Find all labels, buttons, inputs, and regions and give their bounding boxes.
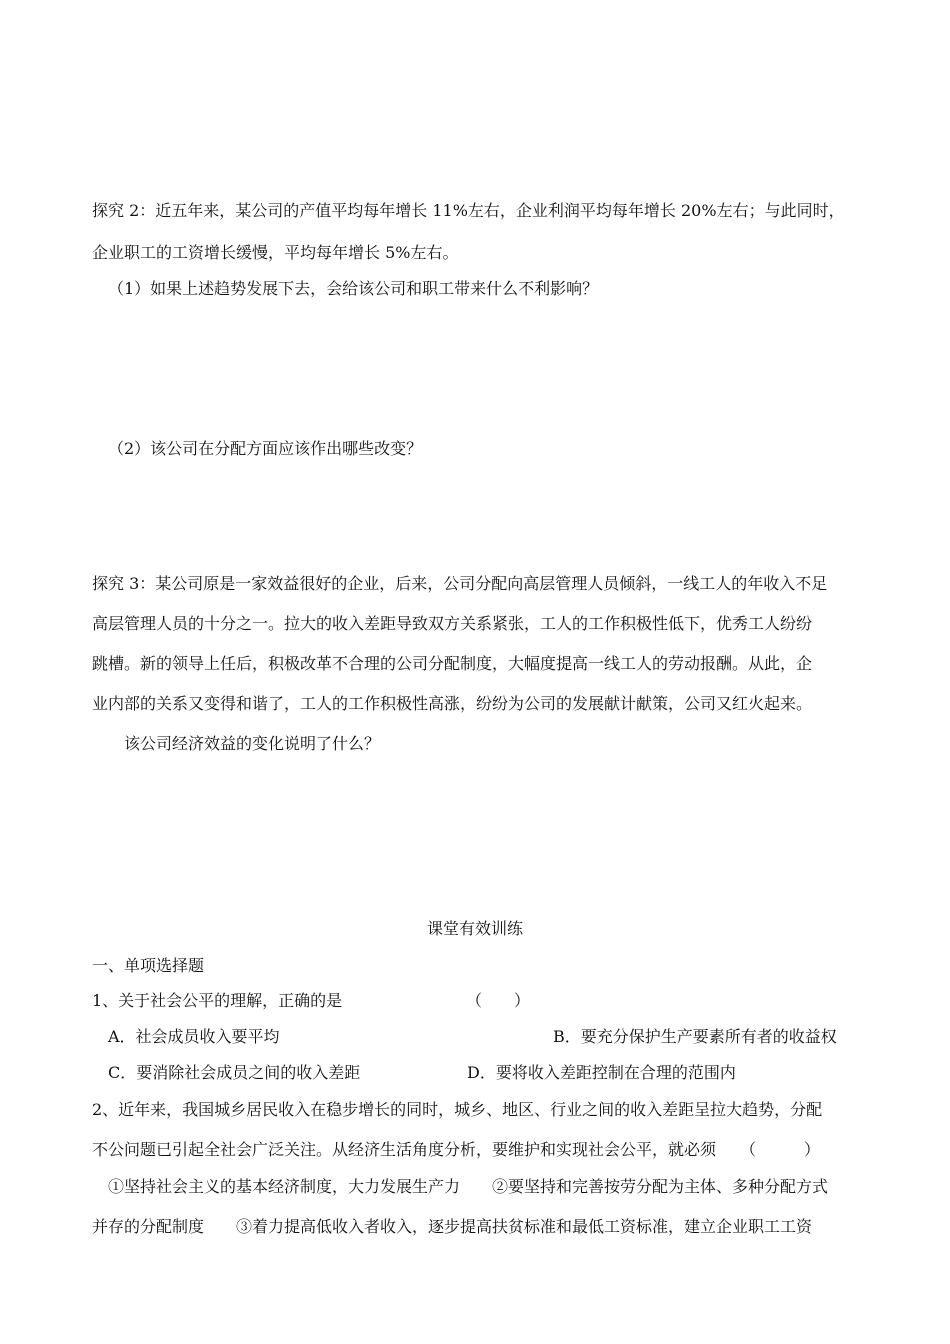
explore3-question: 该公司经济效益的变化说明了什么？ <box>124 734 381 753</box>
question-2-line-4: 并存的分配制度 ③着力提高低收入者收入，逐步提高扶贫标准和最低工资标准，建立企业职工工资 <box>92 1217 813 1236</box>
explore2-question-1: （1）如果上述趋势发展下去，会给该公司和职工带来什么不利影响？ <box>108 279 599 298</box>
question-1-option-d: D．要将收入差距控制在合理的范围内 <box>467 1063 736 1082</box>
section-title: 课堂有效训练 <box>426 919 523 938</box>
question-1-stem: 1、关于社会公平的理解，正确的是 <box>92 991 343 1010</box>
question-1-answer-paren: （ ） <box>466 991 531 1010</box>
question-1-option-a: A．社会成员收入要平均 <box>108 1027 280 1046</box>
explore3-line-1: 探究 3：某公司原是一家效益很好的企业，后来，公司分配向高层管理人员倾斜，一线工人的年收入不足 <box>92 574 828 593</box>
question-2-line-1: 2、近年来，我国城乡居民收入在稳步增长的同时，城乡、地区、行业之间的收入差距呈拉大趋势，分配 <box>92 1100 823 1119</box>
explore3-line-4: 业内部的关系又变得和谐了，工人的工作积极性高涨，纷纷为公司的发展献计献策，公司又红火起来。 <box>92 694 813 713</box>
explore3-line-2: 高层管理人员的十分之一。拉大的收入差距导致双方关系紧张，工人的工作积极性低下，优秀工人纷纷 <box>92 614 813 633</box>
explore2-line-2: 企业职工的工资增长缓慢，平均每年增长 5%左右。 <box>92 243 459 262</box>
question-2-line-3: ①坚持社会主义的基本经济制度，大力发展生产力 ②要坚持和完善按劳分配为主体、多种分配方式 <box>108 1177 829 1196</box>
question-1-option-b: B．要充分保护生产要素所有者的收益权 <box>553 1027 837 1046</box>
explore3-line-3: 跳槽。新的领导上任后，积极改革不合理的公司分配制度，大幅度提高一线工人的劳动报酬。从此，企 <box>92 654 813 673</box>
question-2-line-2: 不公问题已引起全社会广泛关注。从经济生活角度分析，要维护和实现社会公平，就必须 （ ） <box>92 1140 821 1159</box>
question-1-option-c: C．要消除社会成员之间的收入差距 <box>108 1063 361 1082</box>
explore2-question-2: （2）该公司在分配方面应该作出哪些改变？ <box>108 439 423 458</box>
explore2-line-1: 探究 2：近五年来，某公司的产值平均每年增长 11%左右，企业利润平均每年增长 20%左右；与此同时， <box>92 201 845 220</box>
section-heading-single-choice: 一、单项选择题 <box>92 956 205 975</box>
